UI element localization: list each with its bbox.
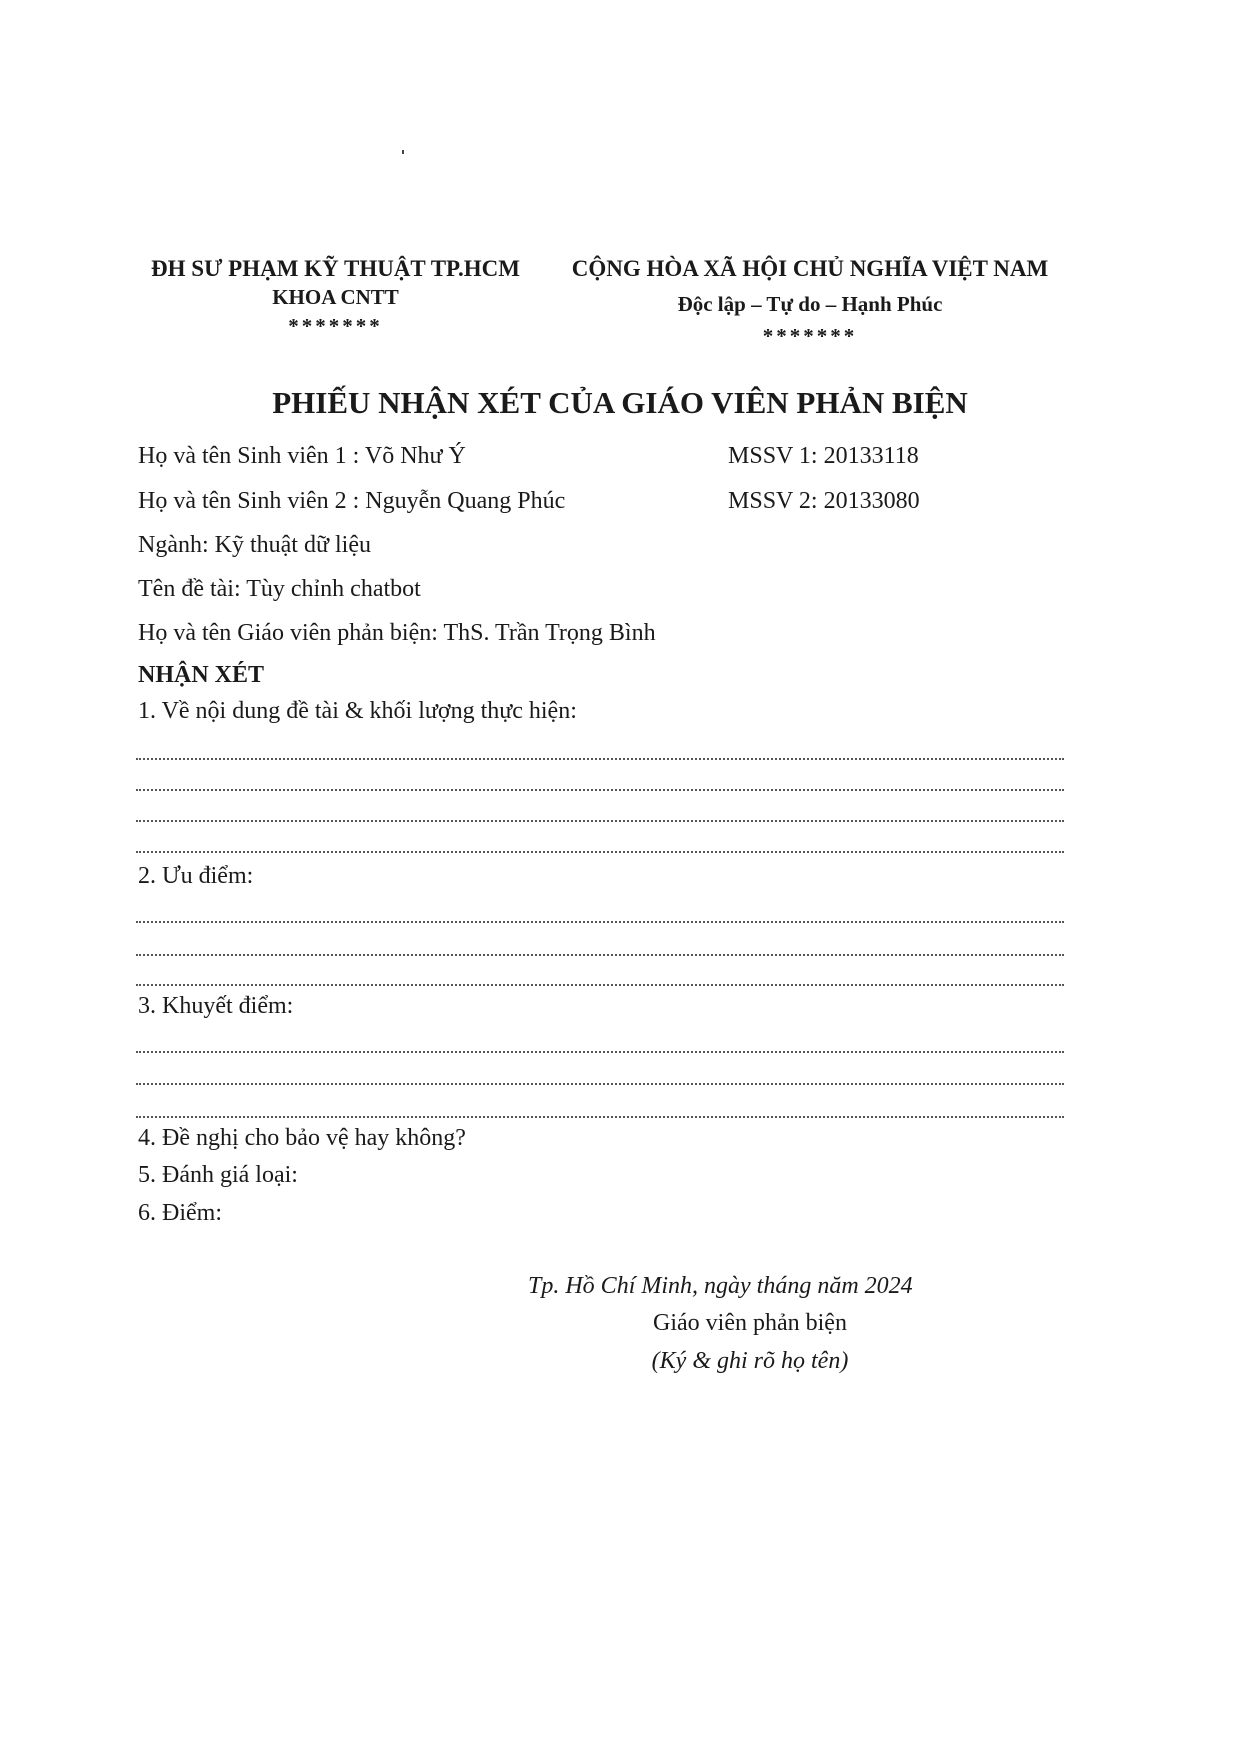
form-title: PHIẾU NHẬN XÉT CỦA GIÁO VIÊN PHẢN BIỆN [272, 385, 968, 420]
scan-speck [402, 150, 404, 154]
question-score: 6. Điểm: [138, 1200, 222, 1226]
question-defense-recommendation: 4. Đề nghị cho bảo vệ hay không? [138, 1125, 466, 1151]
university-name: ĐH SƯ PHẠM KỸ THUẬT TP.HCM [151, 256, 520, 281]
national-motto: Độc lập – Tự do – Hạnh Phúc [677, 292, 943, 316]
reviewer-name: Họ và tên Giáo viên phản biện: ThS. Trần Trọng Bình [138, 620, 656, 646]
header-left-stars: ******* [288, 314, 383, 338]
question-grade-category: 5. Đánh giá loại: [138, 1162, 298, 1188]
place-and-date: Tp. Hồ Chí Minh, ngày tháng năm 2024 [528, 1273, 913, 1299]
country-name: CỘNG HÒA XÃ HỘI CHỦ NGHĨA VIỆT NAM [571, 256, 1049, 281]
student-2-name: Họ và tên Sinh viên 2 : Nguyễn Quang Phúc [138, 488, 566, 514]
answer-line [136, 954, 1064, 956]
signature-instruction: (Ký & ghi rõ họ tên) [651, 1348, 849, 1374]
question-content-volume: 1. Về nội dung đề tài & khối lượng thực hiện: [138, 698, 577, 724]
faculty-name: KHOA CNTT [272, 285, 399, 309]
answer-line [136, 820, 1064, 822]
answer-line [136, 921, 1064, 923]
student-1-id: MSSV 1: 20133118 [728, 443, 919, 469]
major: Ngành: Kỹ thuật dữ liệu [138, 532, 371, 558]
signer-role: Giáo viên phản biện [653, 1310, 847, 1336]
answer-line [136, 1116, 1064, 1118]
header-right-stars: ******* [762, 324, 858, 348]
student-1-name: Họ và tên Sinh viên 1 : Võ Như Ý [138, 443, 466, 469]
answer-line [136, 984, 1064, 986]
thesis-topic: Tên đề tài: Tùy chỉnh chatbot [138, 576, 421, 602]
answer-line [136, 1051, 1064, 1053]
question-strengths: 2. Ưu điểm: [138, 863, 254, 889]
answer-line [136, 851, 1064, 853]
question-weaknesses: 3. Khuyết điểm: [138, 993, 294, 1019]
student-2-id: MSSV 2: 20133080 [728, 488, 920, 514]
answer-line [136, 758, 1064, 760]
answer-line [136, 789, 1064, 791]
answer-line [136, 1083, 1064, 1085]
comments-heading: NHẬN XÉT [138, 662, 265, 688]
